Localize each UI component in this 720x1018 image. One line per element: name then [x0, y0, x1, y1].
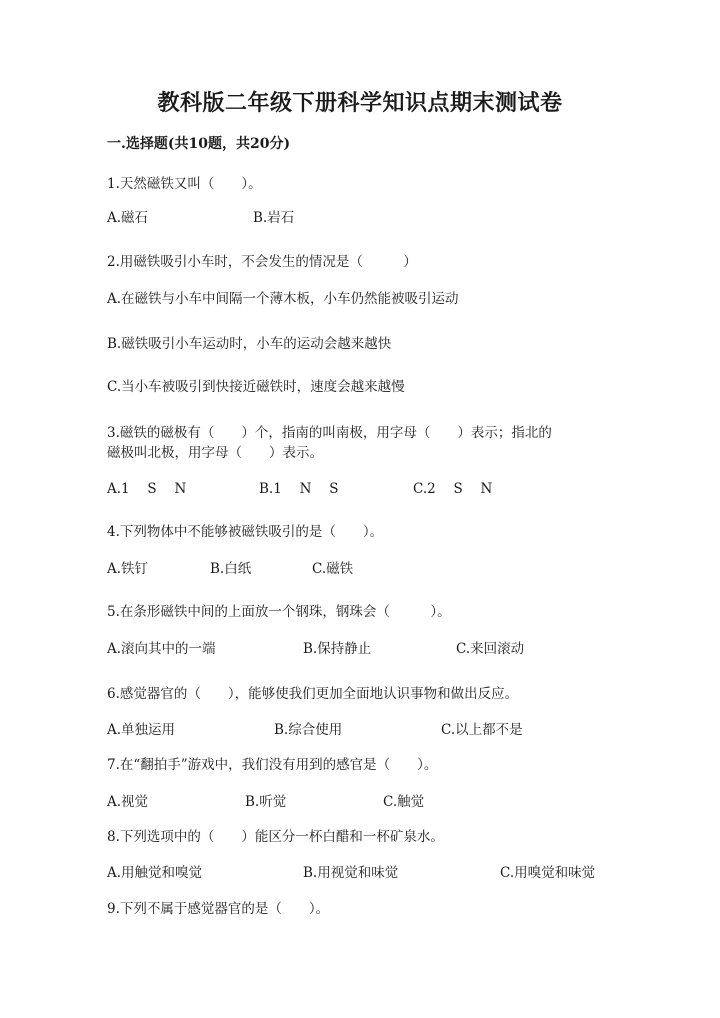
question-8-stem: 8.下列选项中的（ ）能区分一杯白醋和一杯矿泉水。 — [107, 829, 444, 845]
question-7-option-b: B.听觉 — [245, 794, 287, 810]
page-title: 教科版二年级下册科学知识点期末测试卷 — [157, 90, 563, 116]
question-4-option-b: B.白纸 — [210, 561, 252, 577]
question-1-option-a: A.磁石 — [107, 210, 149, 226]
question-8-option-b: B.用视觉和味觉 — [303, 865, 399, 881]
question-2-stem: 2.用磁铁吸引小车时，不会发生的情况是（ ） — [107, 254, 417, 270]
question-4-option-c: C.磁铁 — [312, 561, 354, 577]
question-6-option-c: C.以上都不是 — [441, 722, 523, 738]
question-2-option-b: B.磁铁吸引小车运动时，小车的运动会越来越快 — [107, 336, 392, 352]
question-3-stem-line-1: 3.磁铁的磁极有（ ）个，指南的叫南极，用字母（ ）表示；指北的 — [107, 425, 552, 441]
question-5-option-c: C.来回滚动 — [456, 641, 525, 657]
question-6-option-a: A.单独运用 — [107, 722, 176, 738]
question-7-option-c: C.触觉 — [383, 794, 425, 810]
question-3-option-c: C.2 S N — [413, 481, 493, 497]
question-8-option-a: A.用触觉和嗅觉 — [107, 865, 203, 881]
question-5-option-a: A.滚向其中的一端 — [107, 641, 216, 657]
section-heading: 一.选择题(共10题，共20分) — [107, 136, 291, 152]
question-6-stem: 6.感觉器官的（ ），能够使我们更加全面地认识事物和做出反应。 — [107, 686, 519, 702]
question-4-stem: 4.下列物体中不能够被磁铁吸引的是（ ）。 — [107, 524, 384, 540]
question-3-option-b: B.1 N S — [259, 481, 339, 497]
question-9-stem: 9.下列不属于感觉器官的是（ ）。 — [107, 901, 330, 917]
question-2-option-a: A.在磁铁与小车中间隔一个薄木板，小车仍然能被吸引运动 — [107, 291, 459, 307]
question-7-stem: 7.在“翻拍手”游戏中，我们没有用到的感官是（ ）。 — [107, 757, 438, 773]
question-3-option-a: A.1 S N — [107, 481, 187, 497]
question-3-stem-line-2: 磁极叫北极，用字母（ ）表示。 — [107, 445, 323, 461]
question-7-option-a: A.视觉 — [107, 794, 149, 810]
question-6-option-b: B.综合使用 — [274, 722, 343, 738]
question-4-option-a: A.铁钉 — [107, 561, 149, 577]
question-8-option-c: C.用嗅觉和味觉 — [500, 865, 596, 881]
question-5-option-b: B.保持静止 — [303, 641, 372, 657]
question-5-stem: 5.在条形磁铁中间的上面放一个钢珠，钢珠会（ ）。 — [107, 604, 451, 620]
question-1-option-b: B.岩石 — [253, 210, 295, 226]
question-2-option-c: C.当小车被吸引到快接近磁铁时，速度会越来越慢 — [107, 379, 405, 395]
question-1-stem: 1.天然磁铁又叫（ ）。 — [107, 176, 262, 192]
